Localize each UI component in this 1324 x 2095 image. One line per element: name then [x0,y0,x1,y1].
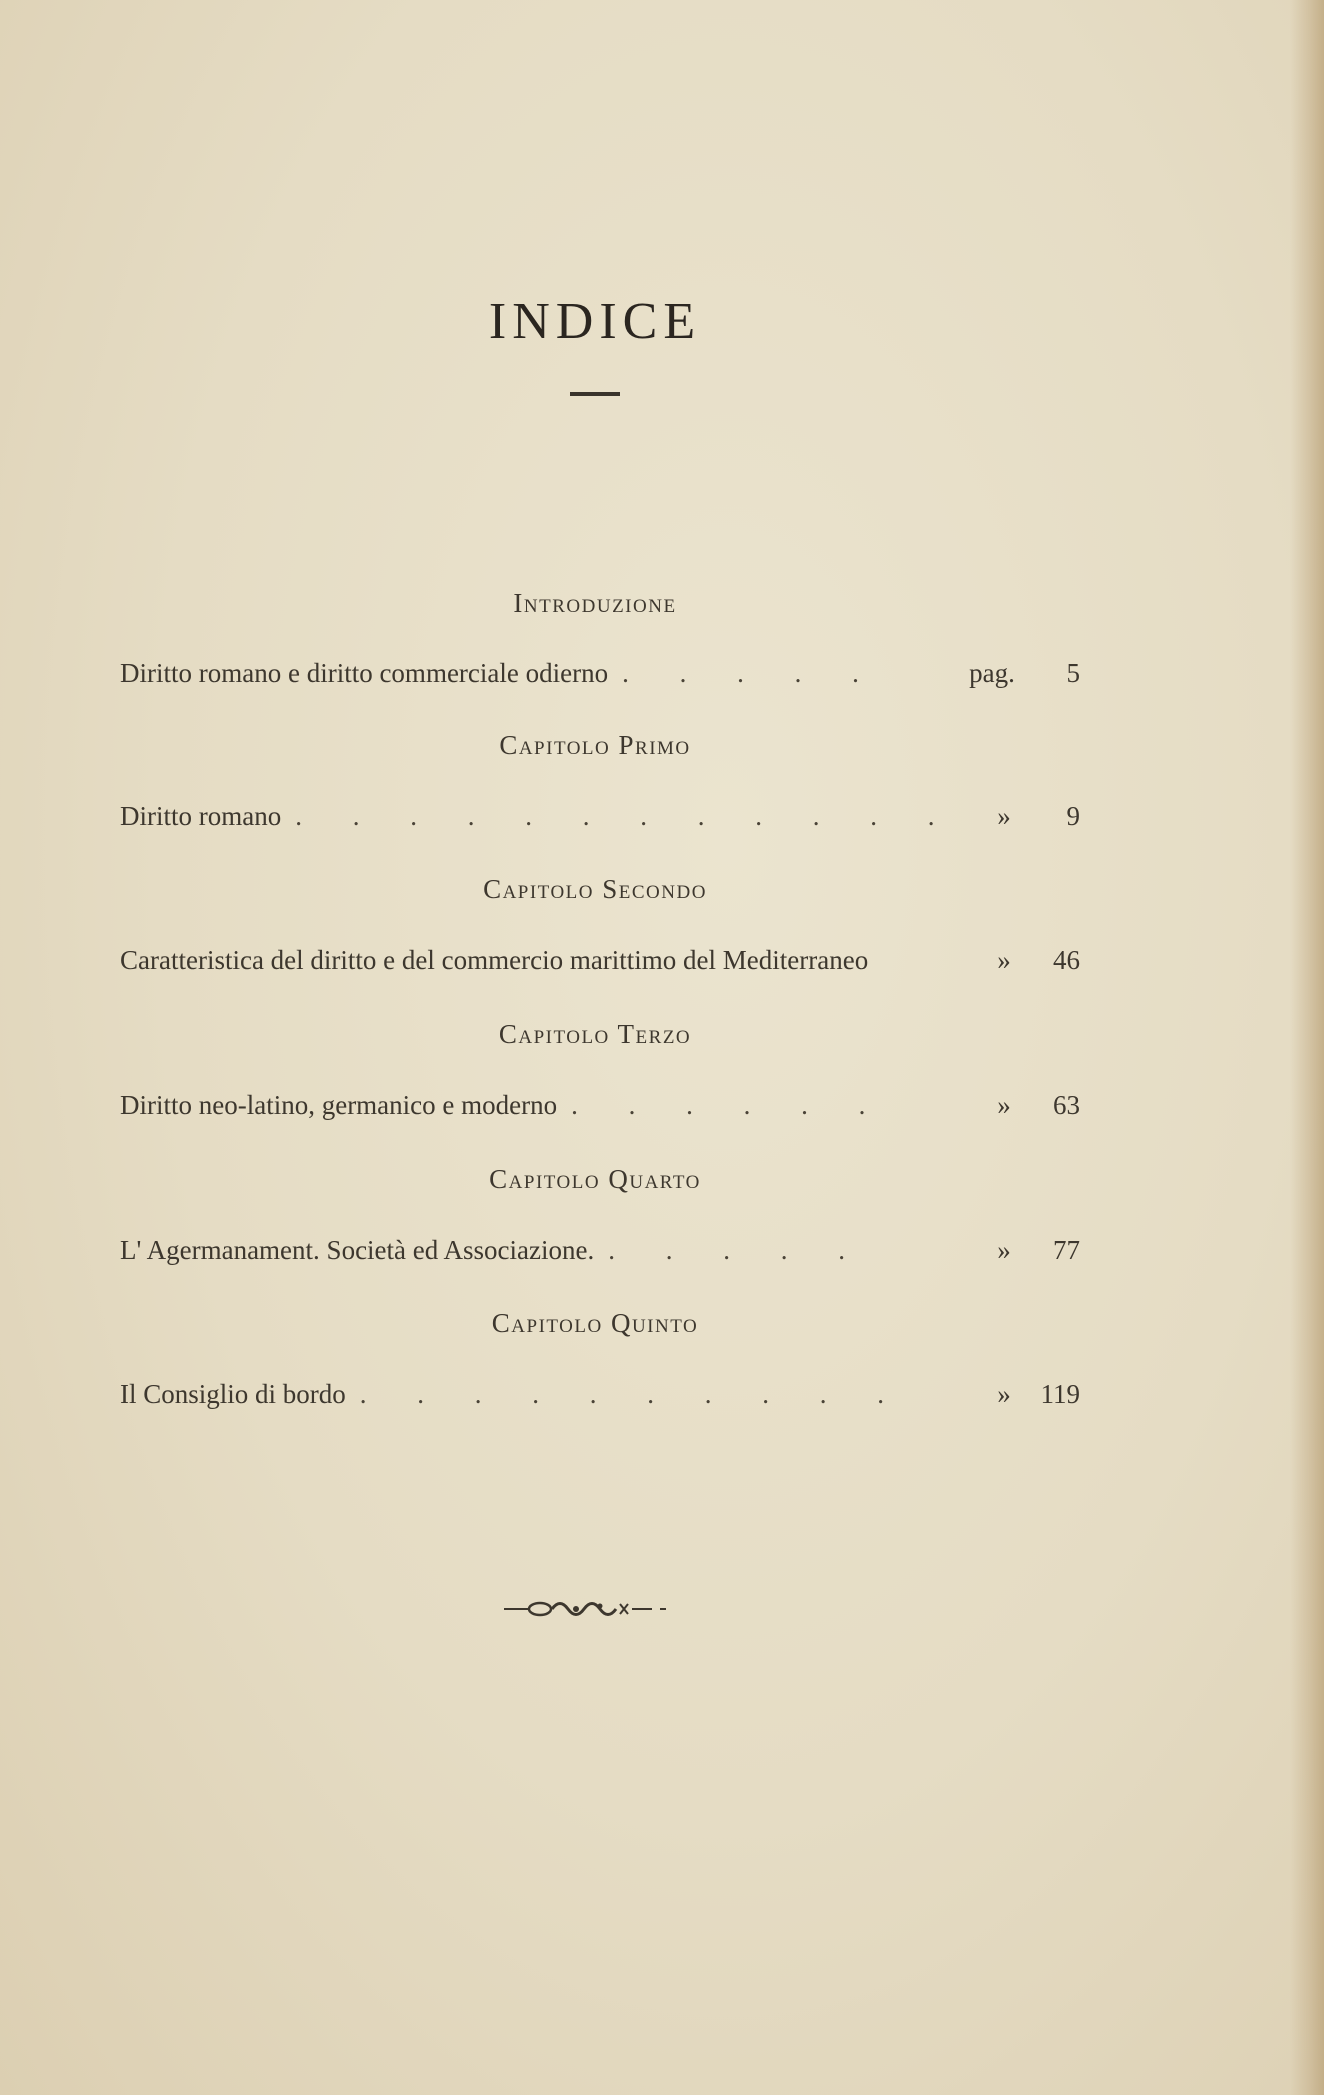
section-heading-capitolo-primo: Capitolo Primo [499,730,691,760]
closing-ornament-icon [500,1594,670,1624]
section-heading-capitolo-secondo: Capitolo Secondo [483,874,707,904]
toc-entry-page: 9 [1066,801,1080,831]
toc-entry-title: Il Consiglio di bordo [120,1379,346,1409]
toc-entry-capitolo-terzo [120,1090,1080,1130]
section-heading-capitolo-quarto: Capitolo Quarto [489,1164,701,1194]
toc-entry-capitolo-secondo [120,945,1080,985]
toc-entry-mark: » [997,801,1011,831]
page-edge-shadow [1290,0,1324,2095]
toc-entry-capitolo-quinto [120,1379,1080,1419]
toc-entry-page: 46 [1053,945,1080,975]
toc-entry-leader: . . . . . . [571,1090,888,1120]
toc-entry-mark: pag. [969,658,1015,688]
toc-entry-introduzione [120,658,1080,698]
toc-entry-mark: » [997,1090,1011,1120]
toc-entry-page: 5 [1066,658,1080,688]
toc-entry-page: 77 [1053,1235,1080,1265]
section-heading-capitolo-quinto: Capitolo Quinto [491,1308,699,1338]
page-title: INDICE [488,293,702,350]
toc-entry-page: 63 [1053,1090,1080,1120]
toc-entry-mark: » [997,1379,1011,1409]
toc-entry-title: Diritto romano [120,801,282,831]
title-rule [570,392,620,396]
toc-entry-mark: » [997,1235,1011,1265]
toc-entry-page: 119 [1040,1379,1080,1409]
section-heading-introduzione: Introduzione [513,588,677,618]
toc-entry-leader: . . . . . [622,658,881,688]
toc-entry-mark: » [997,945,1011,975]
toc-entry-capitolo-primo [120,801,1080,841]
toc-entry-title: Diritto romano e diritto commerciale odierno [120,658,609,688]
section-heading-capitolo-terzo: Capitolo Terzo [498,1019,692,1049]
toc-entry-leader: . . . . . . . . . . . . [295,801,957,831]
toc-entry-leader: . . . . . [608,1235,867,1265]
toc-entry-capitolo-quarto [120,1235,1080,1275]
toc-entry-title: Caratteristica del diritto e del commercio marittimo del Mediterraneo [120,945,869,975]
toc-entry-title: Diritto neo-latino, germanico e moderno [120,1090,558,1120]
toc-entry-title: L' Agermanament. Società ed Associazione. [120,1235,595,1265]
toc-entry-leader: . . . . . . . . . . [359,1379,907,1409]
